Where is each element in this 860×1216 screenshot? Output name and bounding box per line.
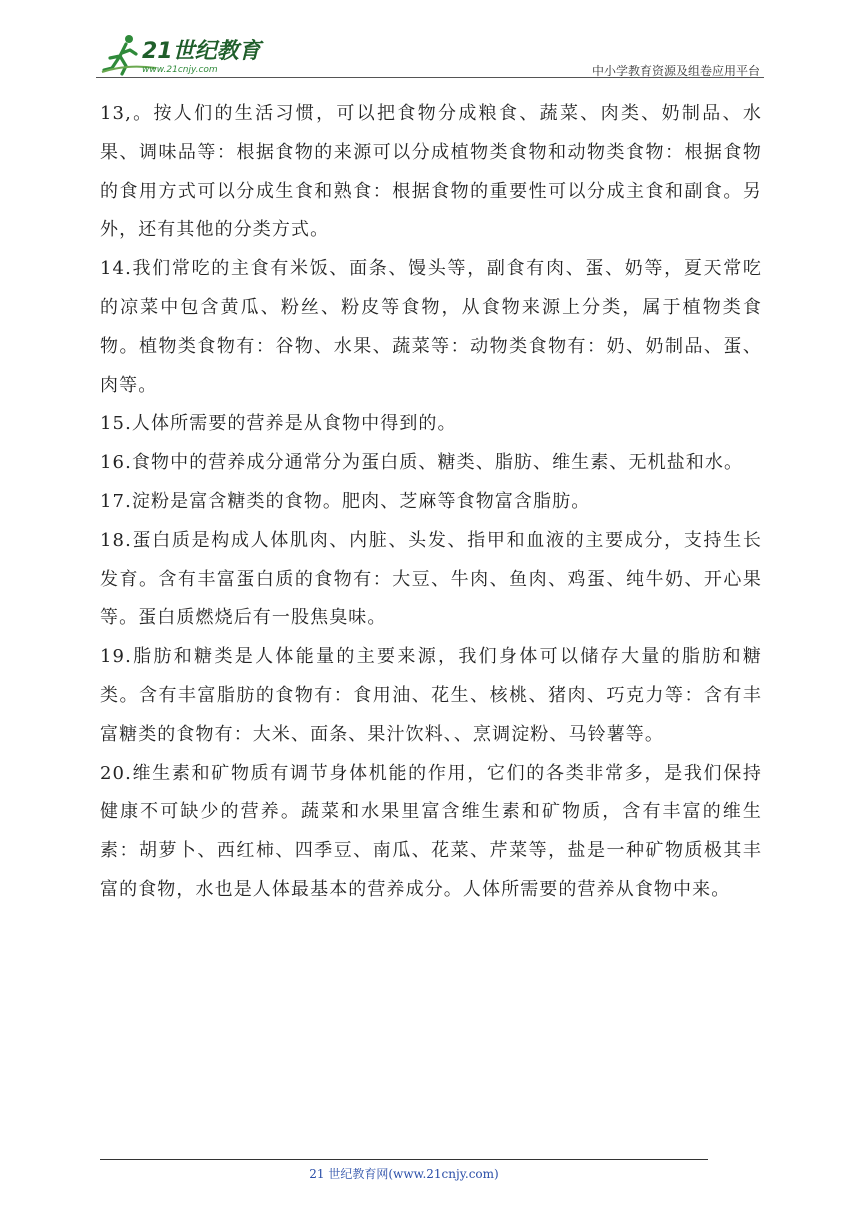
paragraph-15: 15.人体所需要的营养是从食物中得到的。 — [100, 413, 457, 435]
paragraph-20: 20.维生素和矿物质有调节身体机能的作用，它们的各类非常多，是我们保持健康不可缺少的营养。蔬菜和水果里富含维生素和矿物质，含有丰富的维生素：胡萝卜、西红柿、四季豆、南瓜、花菜、芹菜等，盐是一种矿物质极其丰富的食物，水也是人体最基本的营养成分。人体所需要的营养从食物中来。 — [100, 762, 762, 900]
header-divider — [96, 77, 764, 78]
platform-name: 中小学教育资源及组卷应用平台 — [591, 64, 760, 78]
paragraph-16: 16.食物中的营养成分通常分为蛋白质、糖类、脂肪、维生素、无机盐和水。 — [100, 452, 744, 474]
logo-text: 21世纪教育 — [142, 39, 261, 64]
paragraph-17: 17.淀粉是富含糖类的食物。肥肉、芝麻等食物富含脂肪。 — [100, 490, 591, 512]
logo-url: www.21cnjy.com — [142, 65, 218, 75]
footer-divider — [100, 1159, 708, 1160]
footer-link[interactable]: 21 世纪教育网(www.21cnjy.com) — [309, 1167, 499, 1181]
paragraph-14: 14.我们常吃的主食有米饭、面条、馒头等，副食有肉、蛋、奶等，夏天常吃的凉菜中包含黄瓜、粉丝、粉皮等食物，从食物来源上分类，属于植物类食物。植物类食物有：谷物、水果、蔬菜等：动物类食物有：奶、奶制品、蛋、肉等。 — [100, 258, 762, 396]
paragraph-13: 13,。按人们的生活习惯，可以把食物分成粮食、蔬菜、肉类、奶制品、水果、调味品等：根据食物的来源可以分成植物类食物和动物类食物：根据食物的食用方式可以分成生食和熟食：根据食物的重要性可以分成主食和副食。另外，还有其他的分类方式。 — [100, 103, 762, 241]
paragraph-18: 18.蛋白质是构成人体肌肉、内脏、头发、指甲和血液的主要成分，支持生长发育。含有丰富蛋白质的食物有：大豆、牛肉、鱼肉、鸡蛋、纯牛奶、开心果等。蛋白质燃烧后有一股焦臭味。 — [100, 529, 762, 629]
document-body — [100, 95, 762, 910]
page-header — [96, 28, 764, 78]
site-logo — [96, 28, 266, 78]
paragraph-19: 19.脂肪和糖类是人体能量的主要来源，我们身体可以储存大量的脂肪和糖类。含有丰富脂肪的食物有：食用油、花生、核桃、猪肉、巧克力等：含有丰富糖类的食物有：大米、面条、果汁饮料、、烹调淀粉、马铃薯等。 — [100, 646, 762, 745]
